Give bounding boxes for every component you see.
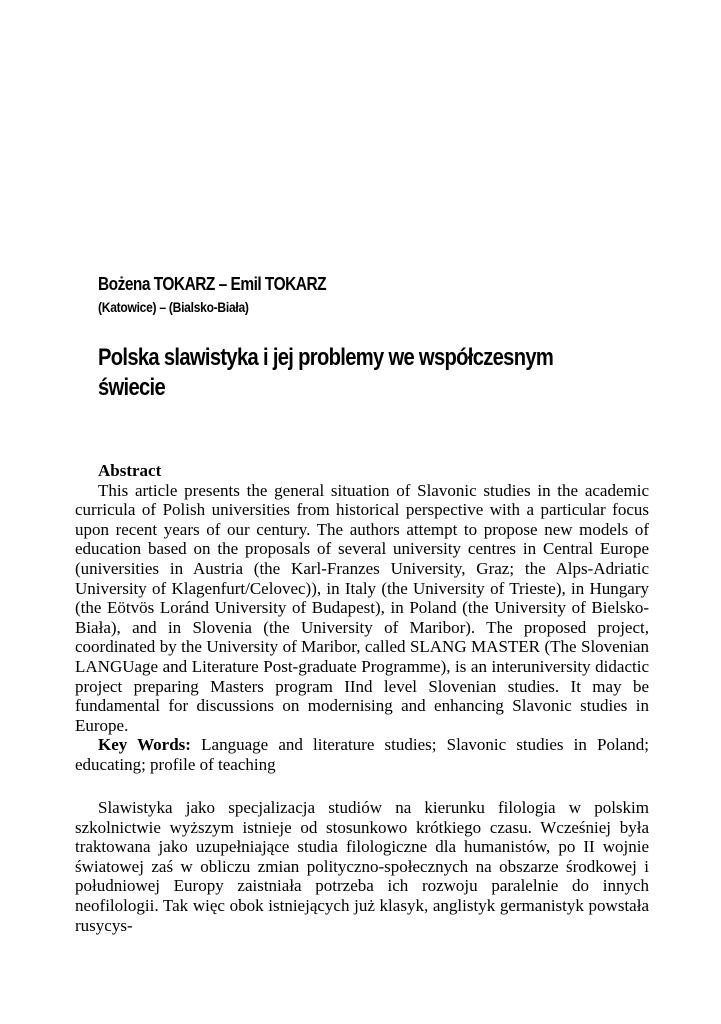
keywords-text: Language and literature studies; Slavonic studies in Poland; educating; profile of teaching — [75, 735, 650, 774]
abstract-section — [75, 461, 649, 775]
body-paragraph: Slawistyka jako specjalizacja studiów na kierunku filologia w polskim szkolnictwie wyższym istnieje od stosunkowo krótkiego czasu. Wcześniej była traktowana jako uzupełniające studia filologiczne dla humanistów, po II wojnie światowej zaś w obliczu zmian polityczno-społecznych na obszarze środkowej i południowej Europy zaistniała potrzeba ich rozwoju paralelnie do innych neofilologii. Tak więc obok istniejących już klasyk, anglistyk germanistyk powstała rusycys- — [75, 798, 649, 935]
article-body — [75, 798, 649, 935]
authors: Bożena TOKARZ – Emil TOKARZ — [98, 274, 327, 294]
article-title: Polska slawistyka i jej problemy we współczesnym świecie — [98, 344, 554, 401]
abstract-heading: Abstract — [98, 461, 162, 480]
affiliations: (Katowice) – (Bialsko-Biała) — [98, 299, 249, 315]
keywords — [75, 735, 649, 774]
abstract-text: This article presents the general situation of Slavonic studies in the academic curricula of Polish universities from historical perspective with a particular focus upon recent years of our century. The authors attempt to propose new models of education based on the proposals of several university centres in Central Europe (universities in Austria (the Karl-Franzes University, Graz; the Alps-Adriatic University of Klagenfurt/Celovec)), in Italy (the University of Trieste), in Hungary (the Eötvös Loránd University of Budapest), in Poland (the University of Bielsko-Biała), and in Slovenia (the University of Maribor). The proposed project, coordinated by the University of Maribor, called SLANG MASTER (The Slovenian LANGUage and Literature Post-graduate Programme), is an interuniversity didactic project preparing Masters program IInd level Slovenian studies. It may be fundamental for discussions on modernising and enhancing Slavonic studies in Europe. — [75, 480, 649, 735]
keywords-label: Key Words: — [98, 735, 191, 755]
